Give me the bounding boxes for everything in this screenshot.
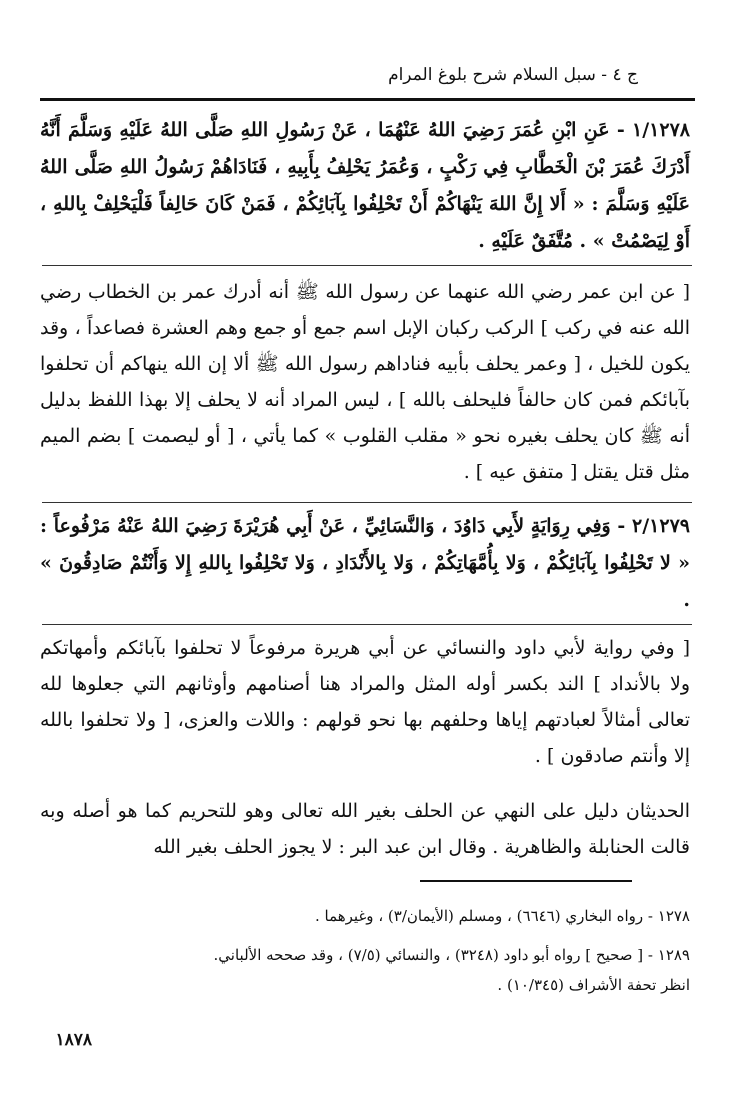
page-number: ١٨٧٨	[55, 1030, 92, 1050]
commentary-1279	[40, 630, 690, 774]
footnote-1278: ١٢٧٨ - رواه البخاري (٦٦٤٦) ، ومسلم (الأيمان/٣) ، وغيرهما .	[314, 907, 690, 925]
hadith-1278-text: ١/١٢٧٨ - عَنِ ابْنِ عُمَرَ رَضِيَ اللهُ عَنْهُمَا ، عَنْ رَسُولِ اللهِ صَلَّى اللهُ عَلَيْهِ وَسَلَّمَ أَنَّهُ أَدْرَكَ عُمَرَ بْنَ الْخَطَّابِ فِي رَكْبٍ ، وَعُمَرُ يَحْلِفُ بِأَبِيهِ ، فَنَادَاهُمْ رَسُولُ اللهِ صَلَّى اللهُ عَلَيْهِ وَسَلَّمَ : « أَلا إِنَّ اللهَ يَنْهَاكُمْ أَنْ تَحْلِفُوا بِآبَائِكُمْ ، فَمَنْ كَانَ حَالِفاً فَلْيَحْلِفْ بِاللهِ ، أَوْ لِيَصْمُتْ » . مُتَّفَقٌ عَلَيْهِ .	[40, 119, 690, 252]
conclusion-paragraph	[40, 793, 690, 865]
hadith-1279	[40, 508, 690, 619]
footnote-1279-ref: انظر تحفة الأشراف (١٠/٣٤٥) .	[497, 976, 690, 994]
commentary-1279-text: [ وفي رواية لأبي داود والنسائي عن أبي هريرة مرفوعاً لا تحلفوا بآبائكم وأمهاتكم ولا بالأنداد ] الند بكسر أوله المثل والمراد هنا أصنامهم وأوثانهم التي جعلوها لله تعالى أمثالاً لعبادتهم إياها وحلفهم بها نحو قولهم : واللات والعزى، [ ولا تحلفوا بالله إلا وأنتم صادقون ] .	[40, 637, 691, 767]
commentary-1278-text: [ عن ابن عمر رضي الله عنهما عن رسول الله ﷺ أنه أدرك عمر بن الخطاب رضي الله عنه في ركب ] الركب ركبان الإبل اسم جمع أو جمع وهم العشرة فصاعداً ، وقد يكون للخيل ، [ وعمر يحلف بأبيه فناداهم رسول الله ﷺ ألا إن الله ينهاكم أن تحلفوا بآبائكم فمن كان حالفاً فليحلف بالله ] ، ليس المراد أنه لا يحلف إلا بهذا اللفظ بدليل أنه ﷺ كان يحلف بغيره نحو « مقلب القلوب » كما يأتي ، [ أو ليصمت ] بضم الميم مثل قتل يقتل [ متفق عيه ] .	[40, 281, 690, 483]
footnote-rule	[420, 880, 632, 882]
hadith-1279-text: ٢/١٢٧٩ - وَفِي رِوَايَةٍ لأَبِي دَاوُدَ ، وَالنَّسَائِيِّ ، عَنْ أَبِي هُرَيْرَةَ رَضِيَ اللهُ عَنْهُ مَرْفُوعاً : « لا تَحْلِفُوا بِآبَائِكُمْ ، وَلا بِأُمَّهَاتِكُمْ ، وَلا بِالأَنْدَادِ ، وَلا تَحْلِفُوا بِاللهِ إِلا وَأَنْتُمْ صَادِقُونَ » .	[40, 515, 690, 611]
section-divider	[42, 265, 692, 266]
conclusion-text: الحديثان دليل على النهي عن الحلف بغير الله تعالى وهو للتحريم كما هو أصله وبه قالت الحنابلة والظاهرية . وقال ابن عبد البر : لا يجوز الحلف بغير الله	[40, 800, 690, 858]
running-header: ج ٤ - سبل السلام شرح بلوغ المرام	[388, 65, 638, 85]
section-divider	[42, 624, 692, 625]
header-rule	[40, 98, 695, 101]
commentary-1278	[40, 274, 690, 490]
footnote-1279: ١٢٨٩ - [ صحيح ] رواه أبو داود (٣٢٤٨) ، والنسائي (٧/٥) ، وقد صححه الألباني.	[213, 946, 690, 964]
section-divider	[42, 502, 692, 503]
hadith-1278	[40, 112, 690, 260]
